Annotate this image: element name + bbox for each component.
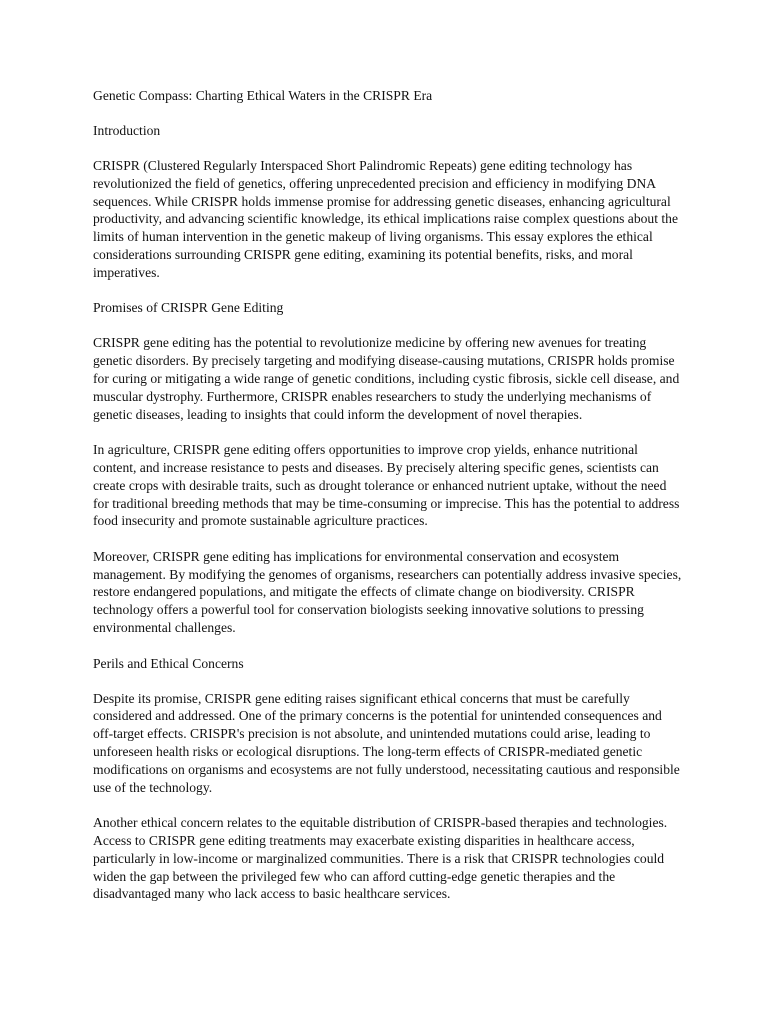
section-heading-promises: Promises of CRISPR Gene Editing [93,300,284,316]
paragraph-introduction-1: CRISPR (Clustered Regularly Interspaced Short Palindromic Repeats) gene editing technology has revolutionized the field of genetics, offering unprecedented precision and efficiency in modifying DNA sequences. While CRISPR holds immense promise for addressing genetic diseases, enhancing agricultural productivity, and advancing scientific knowledge, its ethical implications raise complex questions about the limits of human intervention in the genetic makeup of living organisms. This essay explores the ethical considerations surrounding CRISPR gene editing, examining its potential benefits, risks, and moral imperatives. [93,157,679,280]
paragraph-perils-1: Despite its promise, CRISPR gene editing raises significant ethical concerns that must be carefully considered and addressed. One of the primary concerns is the potential for unintended consequences and off-target effects. CRISPR's precision is not absolute, and unintended mutations could arise, leading to unforeseen health risks or ecological disruptions. The long-term effects of CRISPR-mediated genetic modifications on organisms and ecosystems are not fully understood, necessitating cautious and responsible use of the technology. [93,690,680,795]
document-title: Genetic Compass: Charting Ethical Waters in the CRISPR Era [93,88,433,103]
paragraph-promises-2: In agriculture, CRISPR gene editing offers opportunities to improve crop yields, enhance nutritional content, and increase resistance to pests and diseases. By precisely altering specific genes, scientists can create crops with desirable traits, such as drought tolerance or enhanced nutrient uptake, without the need for traditional breeding methods that may be time-consuming or imprecise. This has the potential to address food insecurity and promote sustainable agriculture practices. [93,442,680,529]
document-body [93,87,683,921]
paragraph-promises-3: Moreover, CRISPR gene editing has implications for environmental conservation and ecosystem management. By modifying the genomes of organisms, researchers can potentially address invasive species, restore endangered populations, and mitigate the effects of climate change on biodiversity. CRISPR technology offers a powerful tool for conservation biologists seeking innovative solutions to pressing environmental challenges. [93,548,682,636]
paragraph-perils-2: Another ethical concern relates to the equitable distribution of CRISPR-based therapies and technologies. Access to CRISPR gene editing treatments may exacerbate existing disparities in healthcare access, particularly in low-income or marginalized communities. There is a risk that CRISPR technologies could widen the gap between the privileged few who can afford cutting-edge genetic therapies and the disadvantaged many who lack access to basic healthcare services. [93,815,668,902]
section-heading-perils: Perils and Ethical Concerns [93,655,244,671]
paragraph-promises-1: CRISPR gene editing has the potential to revolutionize medicine by offering new avenues for treating genetic disorders. By precisely targeting and modifying disease-causing mutations, CRISPR holds promise for curing or mitigating a wide range of genetic conditions, including cystic fibrosis, sickle cell disease, and muscular dystrophy. Furthermore, CRISPR enables researchers to study the underlying mechanisms of genetic diseases, leading to insights that could inform the development of novel therapies. [93,335,680,422]
section-heading-introduction: Introduction [93,122,161,138]
